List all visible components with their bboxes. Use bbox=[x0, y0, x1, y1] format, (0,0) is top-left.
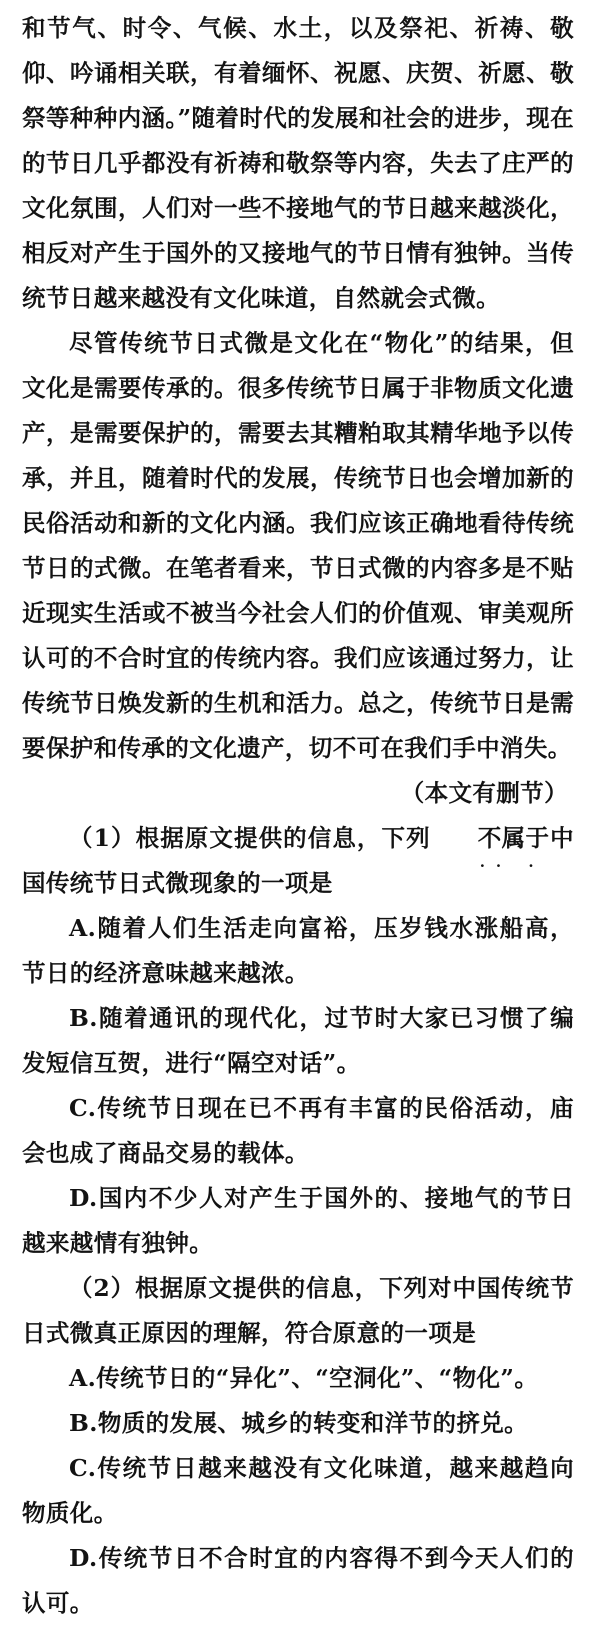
q1-option-d-label: D. bbox=[69, 1184, 98, 1212]
q1-option-c[interactable] bbox=[22, 1086, 574, 1176]
q2-option-a[interactable] bbox=[22, 1356, 574, 1401]
question-1-number: （1） bbox=[69, 824, 136, 852]
q2-option-c[interactable] bbox=[22, 1446, 574, 1536]
q2-option-a-label: A. bbox=[69, 1364, 97, 1392]
q2-option-c-text: 传统节日越来越没有文化味道，越来越趋向物质化。 bbox=[22, 1454, 574, 1527]
q1-option-b[interactable] bbox=[22, 996, 574, 1086]
q1-option-a[interactable] bbox=[22, 906, 574, 996]
q2-option-b-label: B. bbox=[69, 1409, 98, 1437]
q1-option-c-text: 传统节日现在已不再有丰富的民俗活动，庙会也成了商品交易的载体。 bbox=[22, 1094, 574, 1167]
q1-option-a-text: 随着人们生活走向富裕，压岁钱水涨船高，节日的经济意味越来越浓。 bbox=[22, 914, 574, 987]
q1-option-c-label: C. bbox=[69, 1094, 97, 1122]
question-2-number: （2） bbox=[69, 1274, 136, 1302]
source-note: （本文有删节） bbox=[400, 779, 568, 807]
paragraph-2: 尽管传统节日式微是文化在“物化”的结果，但文化是需要传承的。很多传统节日属于非物质文化遗产，是需要保护的，需要去其糟粕取其精华地予以传承，并且，随着时代的发展，传统节日也会增加新的民俗活动和新的文化内涵。我们应该正确地看待传统节日的式微。在笔者看来，节日式微的内容多是不贴近现实生活或不被当今社会人们的价值观、审美观所认可的不合时宜的传统内容。我们应该通过努力，让传统节日焕发新的生机和活力。总之，传统节日是需要保护和传承的文化遗产，切不可在我们手中消失。 bbox=[22, 329, 574, 762]
question-1-stem-after: 中国传统节日式微现象的一项是 bbox=[22, 824, 574, 897]
q2-option-a-text: 传统节日的“异化”、“空洞化”、“物化”。 bbox=[96, 1364, 539, 1392]
paragraph-1: 和节气、时令、气候、水土，以及祭祀、祈祷、敬仰、吟诵相关联，有着缅怀、祝愿、庆贺、祈愿、敬祭等种种内涵。”随着时代的发展和社会的进步，现在的节日几乎都没有祈祷和敬祭等内容，失去了庄严的文化氛围，人们对一些不接地气的节日越来越淡化，相反对产生于国外的又接地气的节日情有独钟。当传统节日越来越没有文化味道，自然就会式微。 bbox=[22, 14, 574, 312]
q2-option-b[interactable] bbox=[22, 1401, 574, 1446]
question-1-stem-before: 根据原文提供的信息，下列 bbox=[135, 824, 431, 852]
question-1-stem bbox=[22, 816, 574, 906]
q2-option-c-label: C. bbox=[69, 1454, 97, 1482]
q2-option-b-text: 物质的发展、城乡的转变和洋节的挤兑。 bbox=[97, 1409, 529, 1437]
question-1-stem-emphasis: 不属于 ·· · bbox=[431, 816, 550, 861]
q1-option-b-label: B. bbox=[69, 1004, 98, 1032]
q2-option-d-label: D. bbox=[69, 1544, 98, 1572]
q1-option-a-label: A. bbox=[69, 914, 97, 942]
question-2-stem-before: 根据原文提供的信息，下列对中国传统节日式微真正原因的理解，符合原意的一项是 bbox=[22, 1274, 574, 1347]
q1-option-d-text: 国内不少人对产生于国外的、接地气的节日越来越情有独钟。 bbox=[22, 1184, 574, 1257]
q2-option-d[interactable] bbox=[22, 1536, 574, 1626]
q1-option-d[interactable] bbox=[22, 1176, 574, 1266]
q2-option-d-text: 传统节日不合时宜的内容得不到今天人们的认可。 bbox=[22, 1544, 574, 1617]
question-2-stem bbox=[22, 1266, 574, 1356]
q1-option-b-text: 随着通讯的现代化，过节时大家已习惯了编发短信互贺，进行“隔空对话”。 bbox=[22, 1004, 574, 1077]
